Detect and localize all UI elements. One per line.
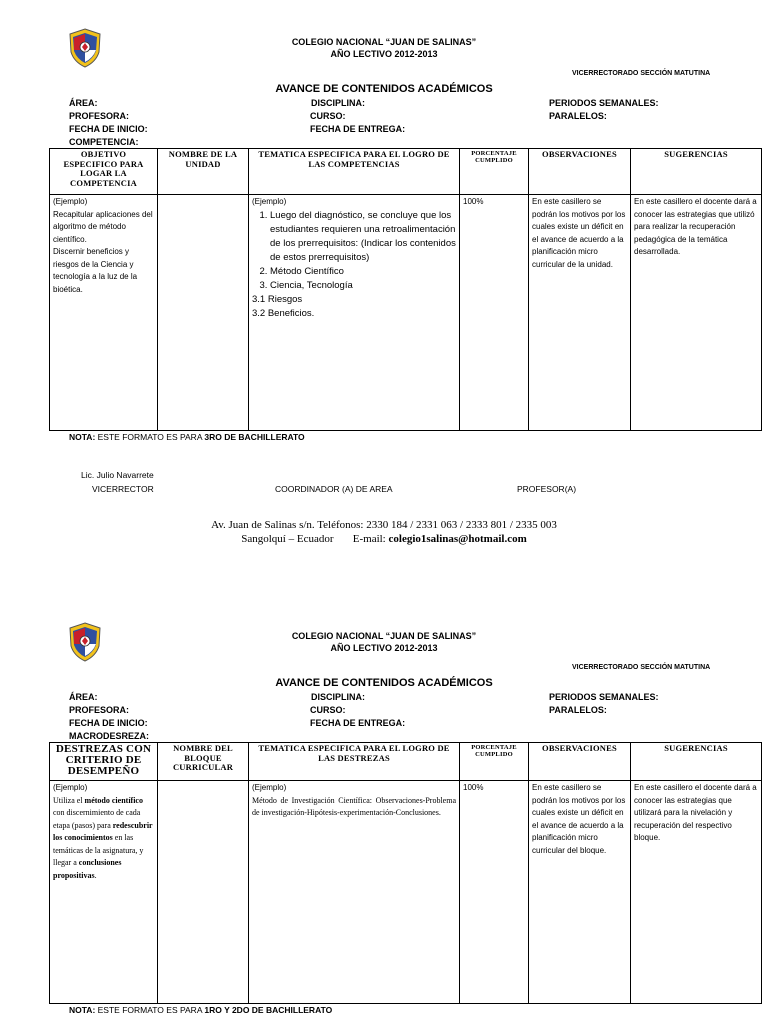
unidad-cell <box>158 195 249 431</box>
tematica-text: Método de Investigación Científica: Observaciones-Problema de investigación-Hipótesis-experimentación-Conclusiones. <box>252 795 456 817</box>
vicerrector-label: VICERRECTOR <box>92 484 154 494</box>
footer-contact: Sangolquí – Ecuador E-mail: colegio1salinas@hotmail.com <box>241 533 527 545</box>
curso-label: CURSO: <box>310 111 346 121</box>
area-label: ÁREA: <box>69 98 98 108</box>
list-item: 2. Método Científico <box>270 265 456 279</box>
list-item: 1. Luego del diagnóstico, se concluye que los estudiantes requieren una retroalimentación de los prerrequisitos: (Indicar los contenidos de estos prerrequisitos) <box>270 209 456 265</box>
col-header-tematica: TEMATICA ESPECIFICA PARA EL LOGRO DE LAS COMPETENCIAS <box>249 149 460 195</box>
fecha-inicio-label: FECHA DE INICIO: <box>69 718 148 728</box>
school-year: AÑO LECTIVO 2012-2013 <box>330 643 438 653</box>
vice-section: VICERRECTORADO SECCIÓN MATUTINA <box>572 664 711 671</box>
destrezas-cell <box>50 781 158 1004</box>
school-name: COLEGIO NACIONAL “JUAN DE SALINAS” <box>291 631 477 641</box>
tematica-cell <box>249 781 460 1004</box>
contents-table-2 <box>49 742 762 1004</box>
disciplina-label: DISCIPLINA: <box>311 98 365 108</box>
area-label: ÁREA: <box>69 692 98 702</box>
observaciones-cell: En este casillero se podrán los motivos por los cuales existe un déficit en el avance de acuerdo a la planificación micro curricular de la unidad. <box>529 195 631 431</box>
list-item: 3. Ciencia, Tecnología <box>270 279 456 293</box>
col-header-tematica: TEMATICA ESPECIFICA PARA EL LOGRO DE LAS DESTREZAS <box>249 743 460 781</box>
nota-2: NOTA: ESTE FORMATO ES PARA 1RO Y 2DO DE BACHILLERATO <box>69 1005 333 1015</box>
periodos-label: PERIODOS SEMANALES: <box>549 692 659 702</box>
document-title: AVANCE DE CONTENIDOS ACADÉMICOS <box>275 83 493 95</box>
sugerencias-cell: En este casillero el docente dará a conocer las estrategias que utilizó para realizar la recuperación pedagógica de la temática desarrollada. <box>631 195 762 431</box>
competencia-label: COMPETENCIA: <box>69 137 139 147</box>
sub-item: 3.1 Riesgos <box>252 293 303 305</box>
profesor-label: PROFESOR(A) <box>517 484 577 494</box>
nota-1: NOTA: ESTE FORMATO ES PARA 3RO DE BACHILLERATO <box>69 432 305 442</box>
col-header-sugerencias: SUGERENCIAS <box>631 743 762 781</box>
ejemplo-label: (Ejemplo) <box>252 783 287 792</box>
vice-section: VICERRECTORADO SECCIÓN MATUTINA <box>572 70 711 77</box>
col-header-unidad: NOMBRE DE LA UNIDAD <box>158 149 249 195</box>
tematica-cell <box>249 195 460 431</box>
ejemplo-label: (Ejemplo) <box>252 197 287 206</box>
fecha-entrega-label: FECHA DE ENTREGA: <box>310 124 406 134</box>
objetivo-cell <box>50 195 158 431</box>
signatory-name: Lic. Julio Navarrete <box>81 470 154 480</box>
ejemplo-label: (Ejemplo) <box>53 197 88 206</box>
macrodestreza-label: MACRODESREZA: <box>69 731 149 741</box>
school-name: COLEGIO NACIONAL “JUAN DE SALINAS” <box>291 37 477 47</box>
document-title: AVANCE DE CONTENIDOS ACADÉMICOS <box>275 677 493 689</box>
col-header-observaciones: OBSERVACIONES <box>529 149 631 195</box>
sugerencias-cell: En este casillero el docente dará a conocer las estrategias que utilizará para la nivelación y recuperación del respectivo bloque. <box>631 781 762 1004</box>
col-header-observaciones: OBSERVACIONES <box>529 743 631 781</box>
email-link[interactable]: colegio1salinas@hotmail.com <box>388 533 527 545</box>
col-header-bloque: NOMBRE DEL BLOQUE CURRICULAR <box>158 743 249 781</box>
ejemplo-label: (Ejemplo) <box>53 783 88 792</box>
school-year: AÑO LECTIVO 2012-2013 <box>330 49 438 59</box>
col-header-destrezas: DESTREZAS CON CRITERIO DE DESEMPEÑO <box>50 743 158 781</box>
col-header-objetivo: OBJETIVO ESPECIFICO PARA LOGAR LA COMPETENCIA <box>50 149 158 195</box>
col-header-sugerencias: SUGERENCIAS <box>631 149 762 195</box>
col-header-porcentaje: PORCENTAJE CUMPLIDO <box>460 743 529 781</box>
percent-cell: 100% <box>460 195 529 431</box>
disciplina-label: DISCIPLINA: <box>311 692 365 702</box>
objetivo-text-1: Recapitular aplicaciones del algoritmo de método científico. <box>53 209 153 244</box>
paralelos-label: PARALELOS: <box>549 111 607 121</box>
coordinador-label: COORDINADOR (A) DE AREA <box>275 484 393 494</box>
sub-item: 3.2 Beneficios. <box>252 307 315 319</box>
fecha-entrega-label: FECHA DE ENTREGA: <box>310 718 406 728</box>
periodos-label: PERIODOS SEMANALES: <box>549 98 659 108</box>
footer-address: Av. Juan de Salinas s/n. Teléfonos: 2330 184 / 2331 063 / 2333 801 / 2335 003 <box>211 519 557 531</box>
percent-cell: 100% <box>460 781 529 1004</box>
curso-label: CURSO: <box>310 705 346 715</box>
profesora-label: PROFESORA: <box>69 111 130 121</box>
destrezas-text: Utiliza el método científico con discernimiento de cada etapa (pasos) para redescubrir los conocimientos en las temáticas de la asignatura, y llegar a conclusiones propositivas. <box>53 795 153 880</box>
bloque-cell <box>158 781 249 1004</box>
observaciones-cell: En este casillero se podrán los motivos por los cuales existe un déficit en el avance de acuerdo a la planificación micro curricular del bloque. <box>529 781 631 1004</box>
contents-table-1 <box>49 148 762 431</box>
col-header-porcentaje: PORCENTAJE CUMPLIDO <box>460 149 529 195</box>
profesora-label: PROFESORA: <box>69 705 130 715</box>
fecha-inicio-label: FECHA DE INICIO: <box>69 124 148 134</box>
objetivo-text-2: Discernir beneficios y riesgos de la Ciencia y tecnología a la luz de la bioética. <box>53 247 138 294</box>
tematica-list <box>252 209 456 293</box>
paralelos-label: PARALELOS: <box>549 705 607 715</box>
